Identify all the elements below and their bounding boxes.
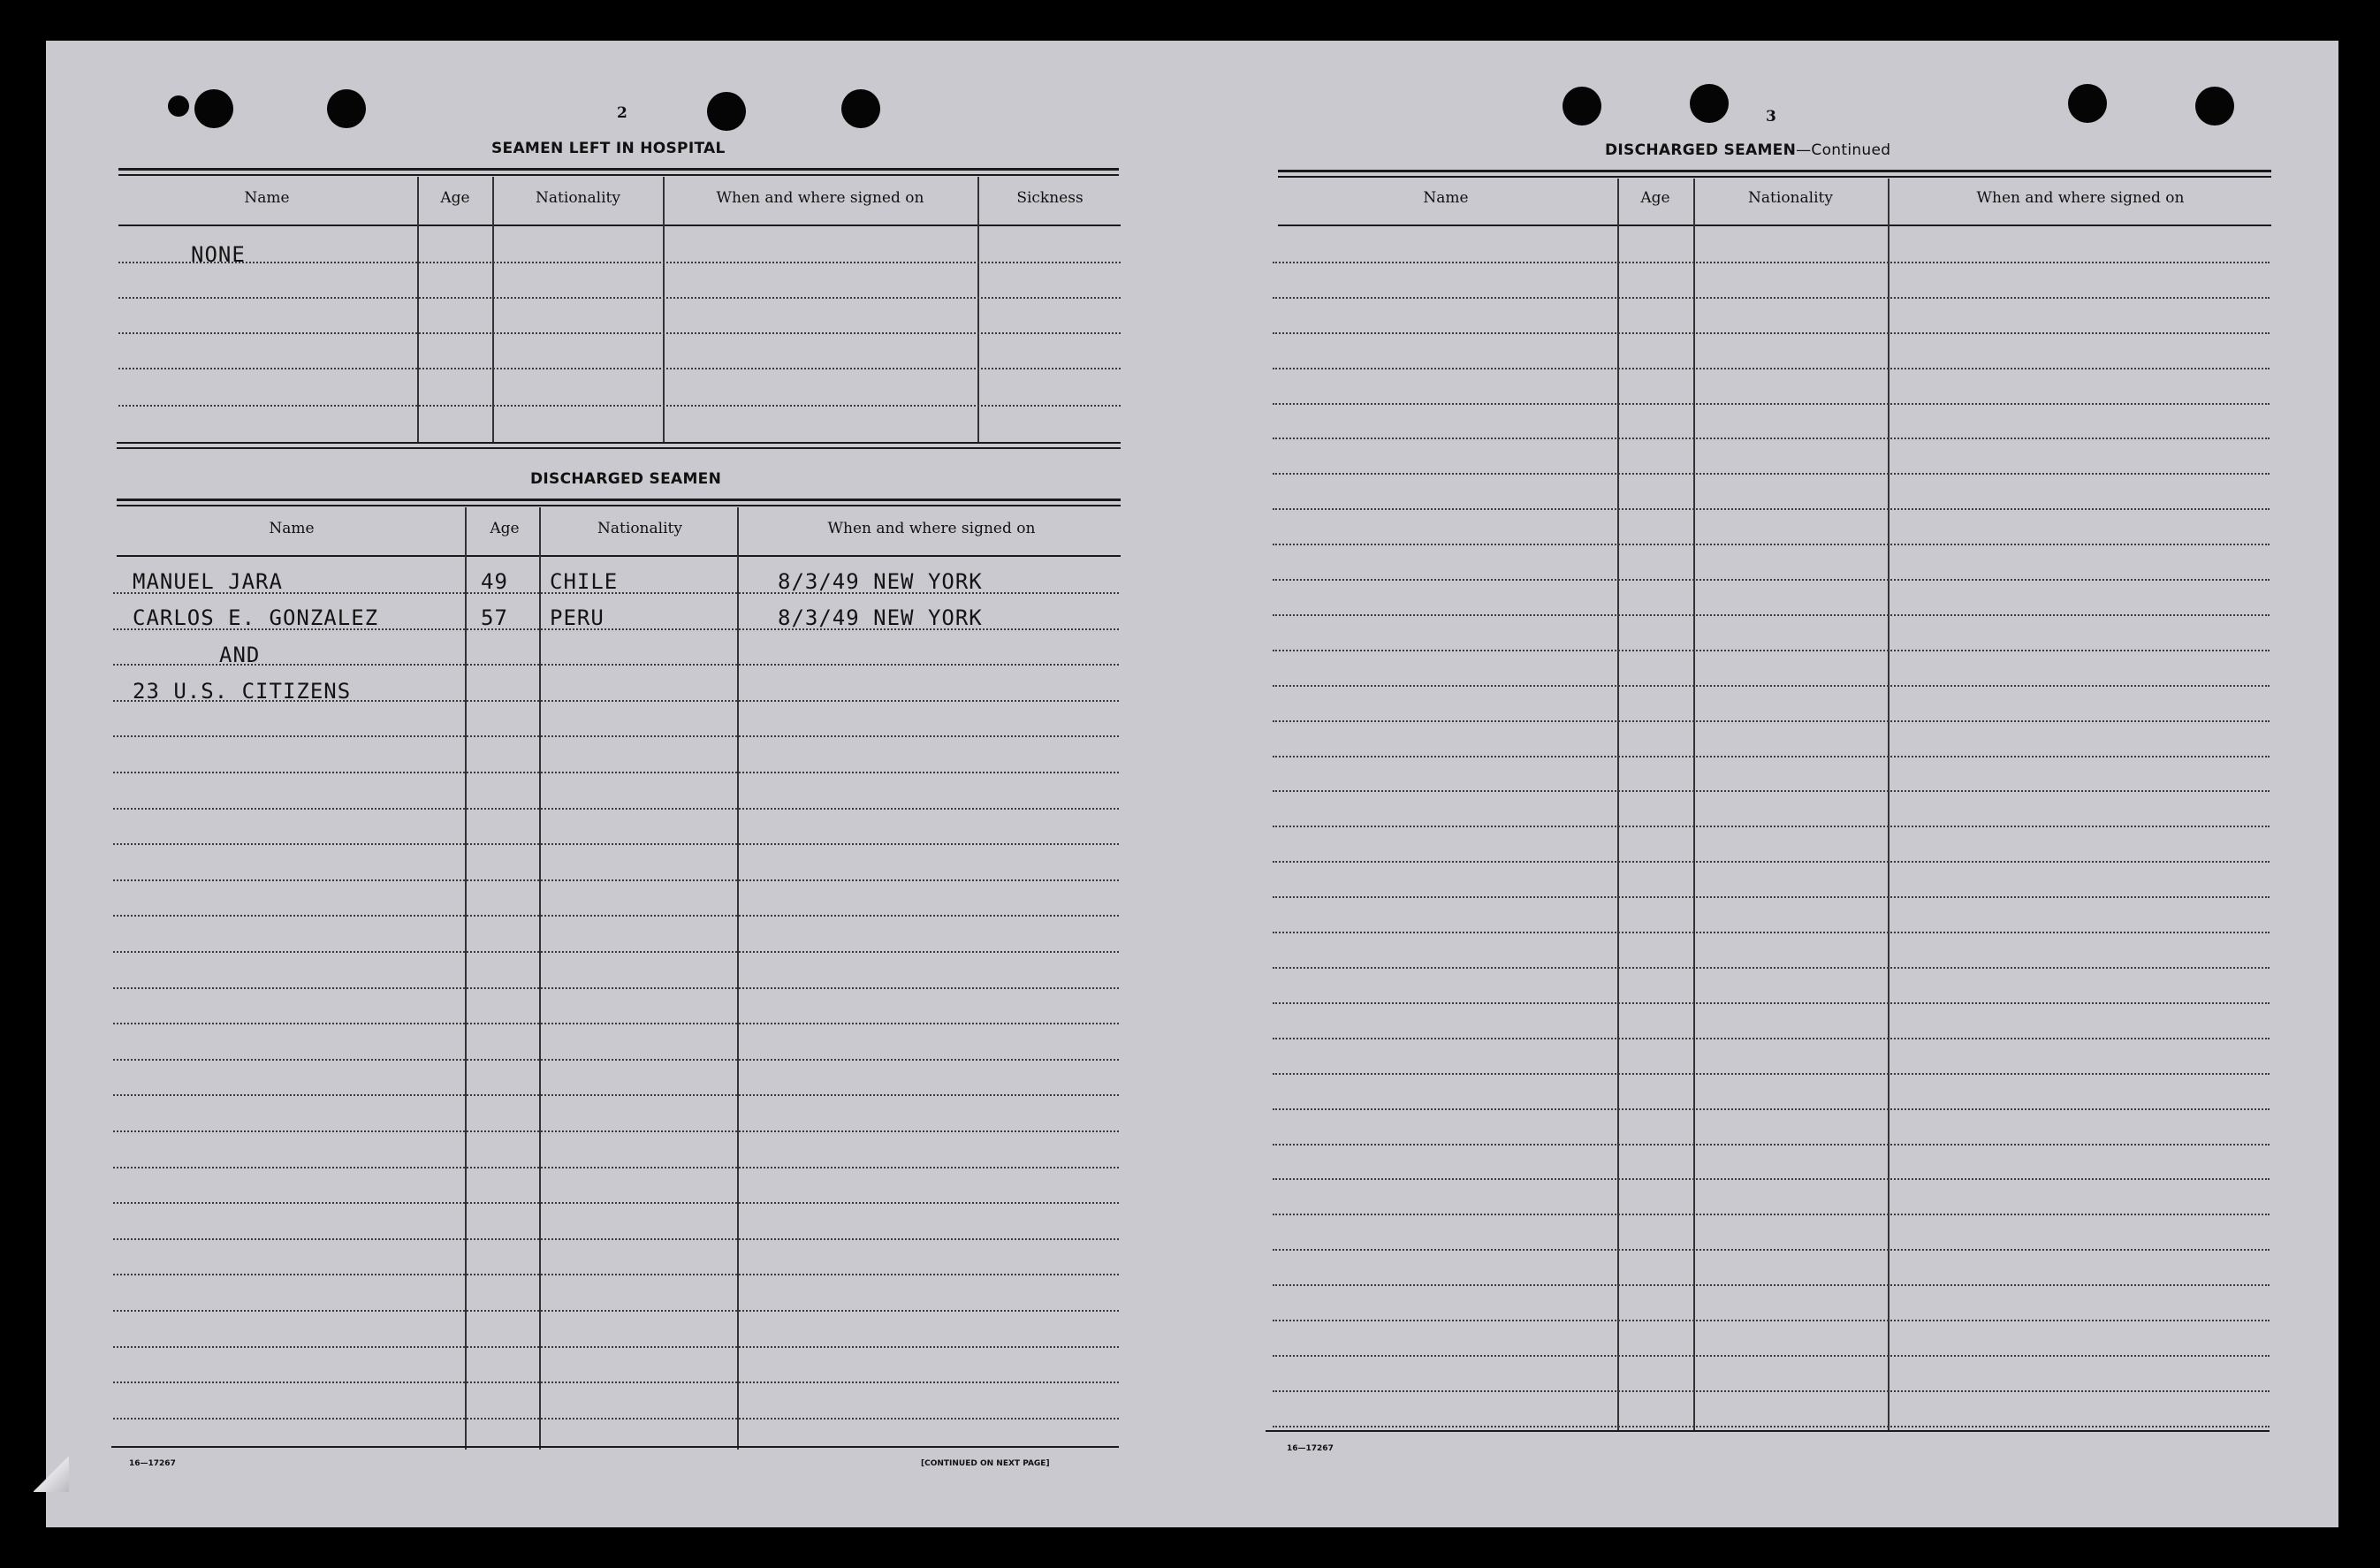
hospital-header-nationality: Nationality xyxy=(536,189,620,207)
right-column-divider xyxy=(1617,179,1619,1432)
right-header-nationality: Nationality xyxy=(1748,189,1833,207)
hospital-column-divider xyxy=(977,177,979,444)
ruled-line xyxy=(113,1382,1119,1383)
right-table-top-rule xyxy=(1278,176,2271,178)
punch-hole xyxy=(194,89,233,128)
ruled-line xyxy=(113,772,1119,773)
punch-hole xyxy=(327,89,366,128)
discharged-continued-title-main: DISCHARGED SEAMEN xyxy=(1605,141,1797,159)
ruled-line xyxy=(1273,861,2270,863)
table-row-signed-on: 8/3/49 NEW YORK xyxy=(778,569,983,594)
ruled-line xyxy=(113,1023,1119,1024)
ruled-line xyxy=(1273,1038,2270,1039)
ruled-line xyxy=(1273,1073,2270,1075)
hospital-ruled-line xyxy=(118,297,1121,299)
ruled-line xyxy=(1273,1002,2270,1004)
right-column-divider xyxy=(1693,179,1695,1432)
discharged-continued-title xyxy=(1605,141,1890,159)
ruled-line xyxy=(1273,932,2270,933)
right-header-name: Name xyxy=(1423,189,1469,207)
ruled-line xyxy=(1273,1108,2270,1110)
ruled-line xyxy=(1273,262,2270,263)
ruled-line xyxy=(113,1346,1119,1348)
punch-hole xyxy=(2195,87,2234,126)
discharged-header-name: Name xyxy=(269,520,315,537)
form-number: 16—17267 xyxy=(1287,1444,1334,1453)
right-bottom-rule xyxy=(1266,1430,2270,1432)
discharged-bottom-rule xyxy=(111,1446,1119,1448)
ruled-line xyxy=(1273,1426,2270,1427)
ruled-line xyxy=(113,1238,1119,1240)
ruled-line xyxy=(1273,1249,2270,1251)
ruled-line xyxy=(113,1202,1119,1204)
hospital-ruled-line xyxy=(118,405,1121,407)
table-row-nationality: CHILE xyxy=(550,569,619,594)
right-header-rule xyxy=(1278,225,2271,226)
hospital-table-top-rule xyxy=(118,174,1119,176)
hospital-ruled-line xyxy=(118,262,1121,263)
table-row-age: 49 xyxy=(481,569,508,594)
ruled-line xyxy=(113,1310,1119,1312)
discharged-column-divider xyxy=(539,507,541,1450)
hospital-header-rule xyxy=(118,225,1121,226)
punch-hole xyxy=(2068,84,2107,123)
discharged-header-age: Age xyxy=(490,520,520,537)
continued-note: [CONTINUED ON NEXT PAGE] xyxy=(921,1459,1050,1468)
ruled-line xyxy=(1273,967,2270,969)
ruled-line xyxy=(1273,544,2270,545)
discharged-header-nationality: Nationality xyxy=(597,520,682,537)
ruled-line xyxy=(1273,508,2270,510)
ruled-line xyxy=(113,1274,1119,1275)
table-row-name: MANUEL JARA xyxy=(133,569,283,594)
hospital-ruled-line xyxy=(118,368,1121,369)
ruled-line xyxy=(1273,1355,2270,1357)
hospital-column-divider xyxy=(417,177,419,444)
ruled-line xyxy=(1273,720,2270,722)
ruled-line xyxy=(1273,368,2270,369)
ruled-line xyxy=(1273,403,2270,405)
punch-hole xyxy=(707,92,746,131)
ruled-line xyxy=(113,879,1119,881)
punch-hole xyxy=(168,95,189,117)
ruled-line xyxy=(1273,685,2270,687)
ruled-line xyxy=(1273,614,2270,616)
right-header-age: Age xyxy=(1640,189,1670,207)
ruled-line xyxy=(113,1059,1119,1061)
hospital-ruled-line xyxy=(118,332,1121,334)
ruled-line xyxy=(1273,1178,2270,1180)
ruled-line xyxy=(1273,826,2270,827)
form-number: 16—17267 xyxy=(129,1459,176,1468)
ruled-line xyxy=(113,1167,1119,1168)
folded-corner xyxy=(34,1457,69,1492)
ruled-line xyxy=(1273,1214,2270,1215)
hospital-table-top-rule xyxy=(118,168,1119,171)
ruled-line xyxy=(113,987,1119,989)
hospital-bottom-rule xyxy=(117,447,1121,449)
ruled-line xyxy=(113,1130,1119,1132)
ruled-line xyxy=(113,735,1119,737)
hospital-header-sickness: Sickness xyxy=(1016,189,1084,207)
ruled-line xyxy=(1273,332,2270,334)
ruled-line xyxy=(113,808,1119,810)
table-row-name: CARLOS E. GONZALEZ xyxy=(133,605,379,630)
table-row-name: 23 U.S. CITIZENS xyxy=(133,679,352,704)
discharged-table-top-rule xyxy=(117,499,1121,501)
hospital-column-divider xyxy=(663,177,665,444)
punch-hole xyxy=(1563,87,1601,126)
hospital-column-divider xyxy=(492,177,494,444)
ruled-line xyxy=(1273,438,2270,439)
hospital-bottom-rule xyxy=(117,442,1121,444)
hospital-section-title: SEAMEN LEFT IN HOSPITAL xyxy=(491,140,726,157)
discharged-continued-title-suffix: —Continued xyxy=(1796,141,1891,159)
ruled-line xyxy=(1273,756,2270,757)
hospital-header-age: Age xyxy=(440,189,470,207)
ruled-line xyxy=(1273,896,2270,898)
hospital-header-name: Name xyxy=(244,189,290,207)
discharged-section-title: DISCHARGED SEAMEN xyxy=(530,470,722,488)
punch-hole xyxy=(1690,84,1729,123)
page-number: 2 xyxy=(617,104,627,122)
table-row-nationality: PERU xyxy=(550,605,605,630)
ruled-line xyxy=(1273,790,2270,792)
right-column-divider xyxy=(1888,179,1890,1432)
ruled-line xyxy=(1273,650,2270,651)
discharged-header-signed-on: When and where signed on xyxy=(827,520,1036,537)
ruled-line xyxy=(1273,473,2270,475)
ruled-line xyxy=(113,951,1119,953)
table-row-signed-on: 8/3/49 NEW YORK xyxy=(778,605,983,630)
discharged-table-top-rule xyxy=(117,505,1121,506)
ruled-line xyxy=(113,843,1119,845)
ruled-line xyxy=(113,1418,1119,1420)
document-sheet xyxy=(46,41,2338,1527)
punch-hole xyxy=(841,89,880,128)
hospital-entry: NONE xyxy=(191,242,246,267)
ruled-line xyxy=(1273,1390,2270,1392)
page-number: 3 xyxy=(1766,108,1776,126)
ruled-line xyxy=(1273,297,2270,299)
ruled-line xyxy=(1273,1320,2270,1321)
ruled-line xyxy=(113,664,1119,666)
right-table-top-rule xyxy=(1278,170,2271,172)
table-row-name: AND xyxy=(219,643,261,667)
right-header-signed-on: When and where signed on xyxy=(1976,189,2185,207)
ruled-line xyxy=(113,915,1119,917)
discharged-header-rule xyxy=(117,555,1121,557)
ruled-line xyxy=(1273,1144,2270,1146)
ruled-line xyxy=(1273,579,2270,581)
ruled-line xyxy=(113,1094,1119,1096)
discharged-column-divider xyxy=(737,507,739,1450)
hospital-header-signed-on: When and where signed on xyxy=(716,189,924,207)
ruled-line xyxy=(1273,1284,2270,1286)
table-row-age: 57 xyxy=(481,605,508,630)
discharged-column-divider xyxy=(465,507,467,1450)
